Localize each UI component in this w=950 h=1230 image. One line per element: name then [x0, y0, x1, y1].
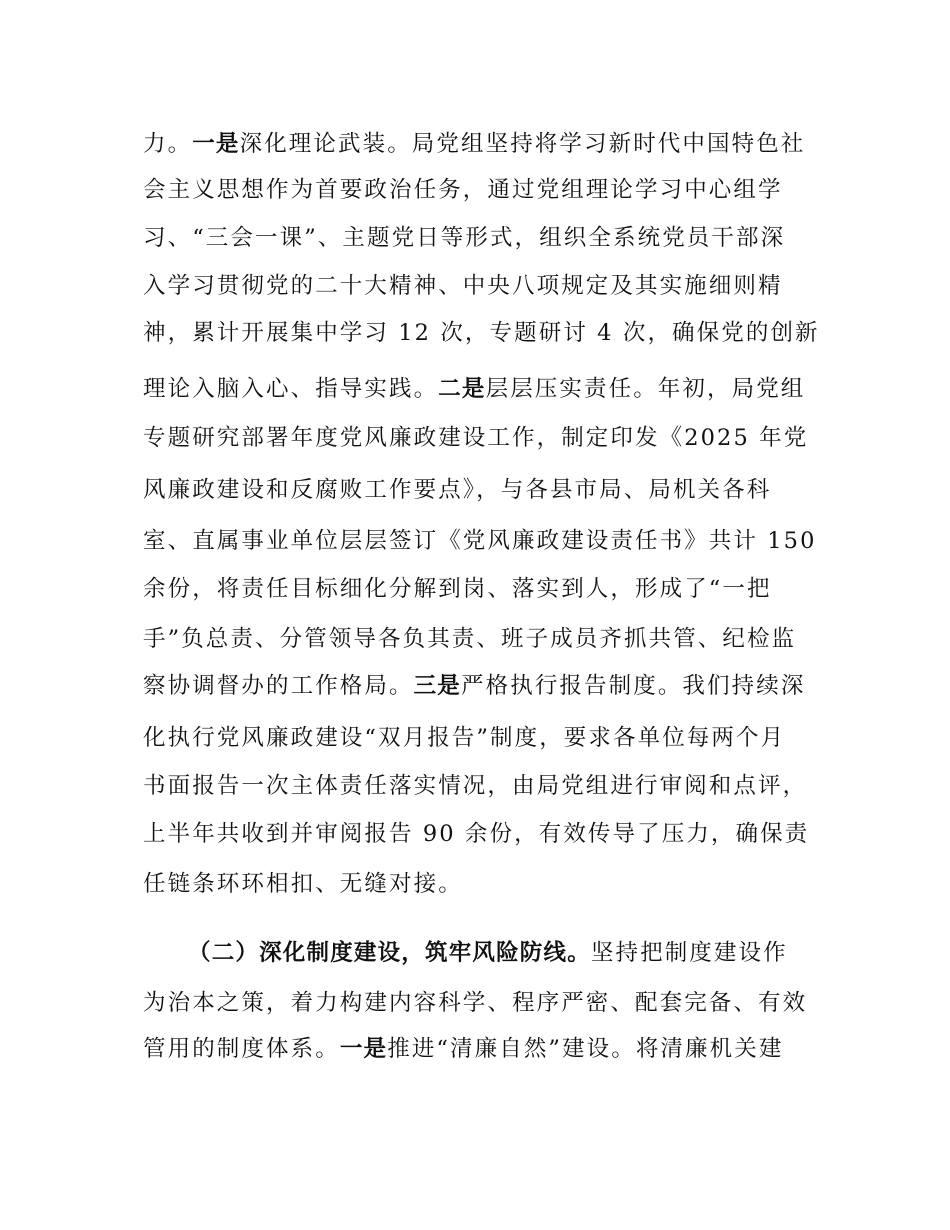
section-heading: （二）深化制度建设，筑牢风险防线。 [188, 940, 591, 966]
text-span: 严格执行报告制度。我们持续深 [461, 673, 806, 699]
bold-lead-er: 二是 [438, 376, 486, 402]
text-line: 化执行党风廉政建设“双月报告”制度，要求各单位每两个月 [143, 725, 786, 751]
text-line [143, 124, 815, 164]
bold-lead-san: 三是 [413, 673, 462, 699]
text-line: 室、直属事业单位层层签订《党风廉政建设责任书》共计 150 [143, 528, 817, 554]
text-span: 管用的制度体系。 [143, 1036, 340, 1062]
text-line [143, 369, 815, 409]
bold-lead-yi: 一是 [192, 131, 240, 157]
text-line: 习、“三会一课”、主题党日等形式，组织全系统党员干部深 [143, 225, 786, 251]
section-heading-line [188, 933, 815, 973]
text-line: 专题研究部署年度党风廉政建设工作，制定印发《2025 年党 [143, 425, 809, 451]
text-line: 会主义思想作为首要政治任务，通过党组理论学习中心组学 [143, 177, 783, 203]
text-line: 神，累计开展集中学习 12 次，专题研讨 4 次，确保党的创新 [143, 320, 820, 346]
text-line: 为治本之策，着力构建内容科学、程序严密、配套完备、有效 [143, 990, 808, 1016]
text-span: 推进“清廉自然”建设。将清廉机关建 [387, 1036, 784, 1062]
text-line: 书面报告一次主体责任落实情况，由局党组进行审阅和点评， [143, 773, 808, 799]
text-span: 力。 [143, 131, 193, 157]
text-span: 深化理论武装。局党组坚持将学习新时代中国特色社 [239, 131, 806, 157]
text-line: 风廉政建设和反腐败工作要点》，与各县市局、局机关各科 [143, 477, 772, 503]
text-span: 坚持把制度建设作 [590, 940, 788, 966]
text-line: 上半年共收到并审阅报告 90 余份，有效传导了压力，确保责 [143, 821, 810, 847]
text-span: 理论入脑入心、指导实践。 [143, 376, 439, 402]
text-line: 任链条环环相扣、无缝对接。 [143, 871, 463, 897]
text-line [143, 666, 815, 706]
text-span: 层层压实责任。年初，局党组 [485, 376, 806, 402]
text-line: 手”负总责、分管领导各负其责、班子成员齐抓共管、纪检监 [143, 626, 797, 652]
text-span: 察协调督办的工作格局。 [143, 673, 414, 699]
text-line [143, 1029, 815, 1069]
bold-lead-yi: 一是 [339, 1036, 388, 1062]
text-line: 入学习贯彻党的二十大精神、中央八项规定及其实施细则精 [143, 273, 783, 299]
text-line: 余份，将责任目标细化分解到岗、落实到人，形成了“一把 [143, 576, 772, 602]
